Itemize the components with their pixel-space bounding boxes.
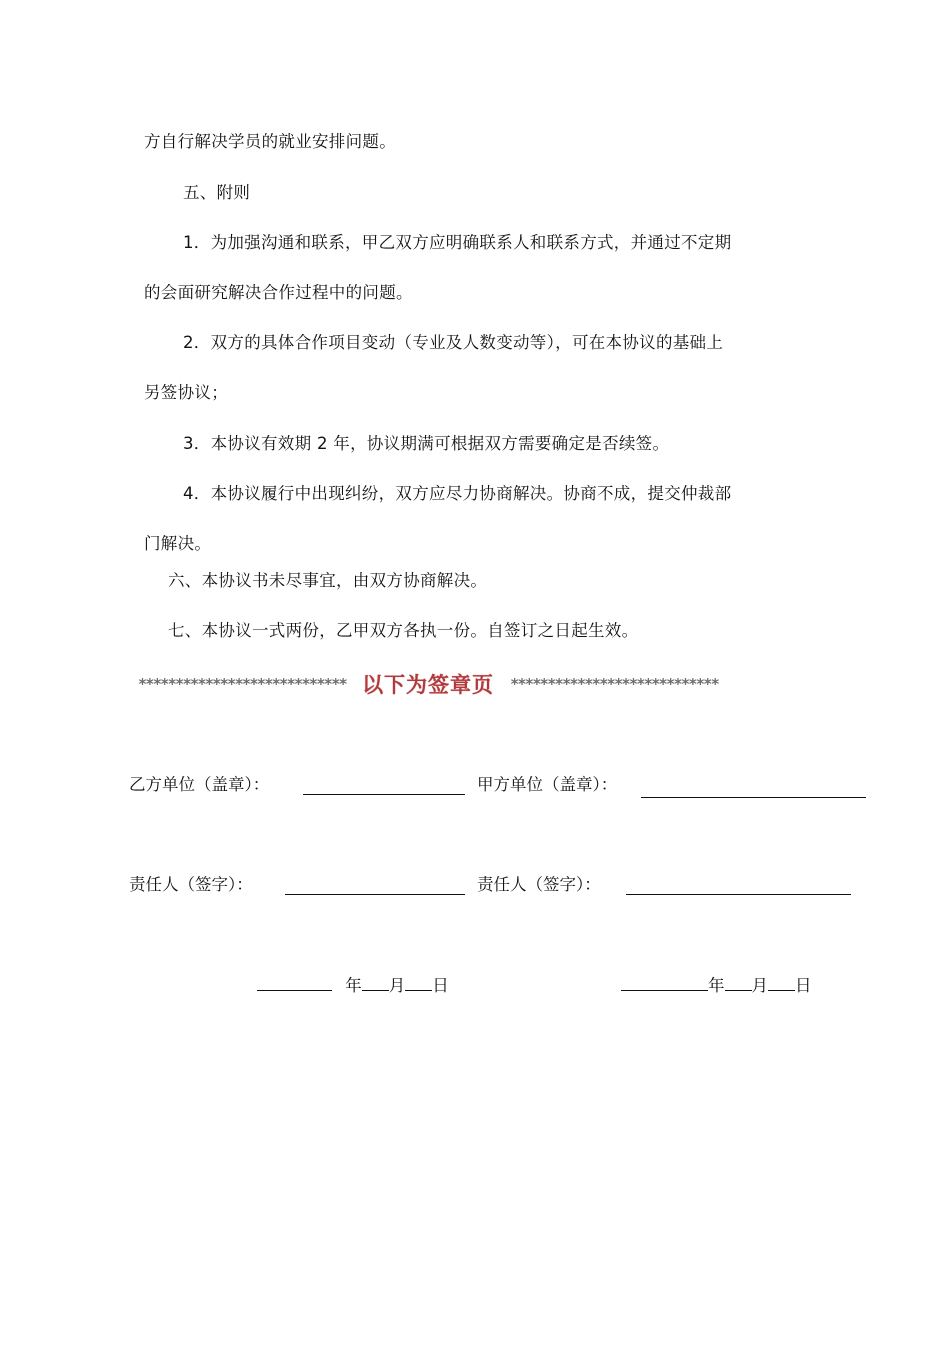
clause-1-line-2: 的会面研究解决合作过程中的问题。 — [144, 283, 413, 302]
day-label: 日 — [432, 976, 449, 995]
clause-1-line-1: 1．为加强沟通和联系，甲乙双方应明确联系人和联系方式，并通过不定期 — [183, 233, 732, 252]
year-label: 年 — [708, 976, 725, 995]
signature-page-divider — [138, 664, 808, 704]
party-b-year-field[interactable] — [257, 974, 332, 991]
year-label: 年 — [345, 976, 362, 995]
month-label: 月 — [388, 976, 406, 995]
clause-2-line-1: 2．双方的具体合作项目变动（专业及人数变动等），可在本协议的基础上 — [183, 333, 724, 352]
clause-2-line-2: 另签协议； — [144, 383, 228, 402]
party-b-responsible-label: 责任人（签字）： — [129, 875, 253, 894]
party-b-date — [257, 974, 449, 997]
section-heading-6: 六、本协议书未尽事宜，由双方协商解决。 — [168, 571, 488, 590]
clause-4-line-1: 4．本协议履行中出现纠纷，双方应尽力协商解决。协商不成，提交仲裁部 — [183, 484, 732, 503]
party-a-seal-label: 甲方单位（盖章）： — [477, 775, 618, 794]
party-b-day-field[interactable] — [405, 974, 432, 991]
paragraph-continuation: 方自行解决学员的就业安排问题。 — [144, 132, 396, 151]
party-a-seal-field[interactable] — [641, 797, 866, 798]
month-label: 月 — [751, 976, 768, 995]
party-b-seal-label: 乙方单位（盖章）： — [129, 775, 270, 794]
divider-stars-left: **************************** — [138, 675, 347, 693]
day-label: 日 — [795, 976, 812, 995]
party-a-day-field[interactable] — [768, 974, 795, 991]
party-b-seal-field[interactable] — [303, 794, 465, 795]
section-heading-7: 七、本协议一式两份，乙甲双方各执一份。自签订之日起生效。 — [168, 621, 639, 640]
divider-stars-right: **************************** — [510, 675, 719, 693]
party-a-date — [621, 974, 812, 997]
divider-title: 以下为签章页 — [362, 673, 495, 697]
clause-4-line-2: 门解决。 — [144, 534, 212, 553]
party-a-month-field[interactable] — [725, 974, 752, 991]
party-b-month-field[interactable] — [362, 974, 389, 991]
party-a-responsible-field[interactable] — [626, 894, 851, 895]
party-a-year-field[interactable] — [621, 974, 708, 991]
section-heading-5: 五、附则 — [183, 183, 251, 202]
party-a-responsible-label: 责任人（签字）： — [477, 875, 601, 894]
party-b-responsible-field[interactable] — [285, 894, 465, 895]
clause-3: 3．本协议有效期 2 年，协议期满可根据双方需要确定是否续签。 — [183, 434, 670, 453]
